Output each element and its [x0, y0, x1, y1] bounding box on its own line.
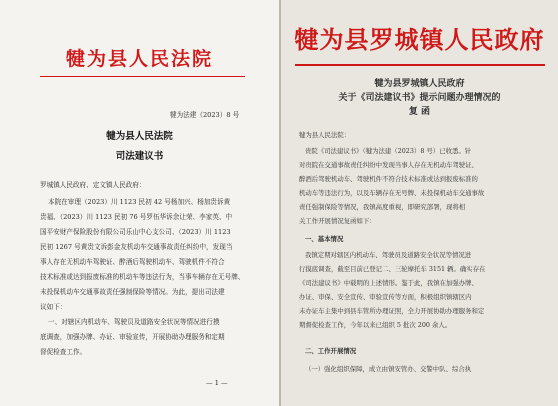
- letterhead-rule: [295, 64, 545, 66]
- body-line: 机动车等违法行为，以及车辆存在无号牌、未投保机动车交通事故: [299, 189, 485, 197]
- reply-title-line: 复 函: [408, 107, 431, 117]
- body-line: 办证、审保、安全宣传、审验宣传等方面，积极组织镇辖区内: [299, 293, 472, 301]
- body-line: 贵福、（2023）川 1123 民初 76 号罗伍华诉余让荣、李家英、中: [40, 213, 233, 221]
- body-line: 督促检查工作。: [40, 348, 87, 356]
- body-line: 《司法建议书》中载明的上述情形。鉴于此，我镇在加强办牌、: [299, 279, 478, 287]
- section-heading: 一、基本情况: [305, 235, 344, 243]
- body-line: 技术标准或达到报废标准的机动车等违法行为，当事车辆存在无号牌、: [40, 273, 245, 281]
- body-line: 底调查，加强办牌、办证、审验宣传，开展协助办理服务和定期: [40, 333, 225, 341]
- salutation: 犍为县人民法院：: [299, 131, 351, 139]
- body-line: 国平安财产保险股份有限公司乐山中心支公司、（2023）川 1123: [40, 228, 231, 236]
- reply-letter-page: [281, 0, 558, 406]
- government-letterhead: 犍为县罗城镇人民政府: [294, 25, 545, 54]
- court-name: 犍为县人民法院: [106, 131, 173, 142]
- body-line: 关工作开展情况复函如下：: [299, 217, 376, 225]
- court-letterhead: 犍为县人民法院: [65, 48, 213, 70]
- body-line: 议如下：: [40, 303, 67, 311]
- doc-type: 司法建议书: [115, 151, 164, 162]
- reply-title-line: 犍为县罗城镇人民政府: [374, 79, 465, 89]
- body-line: 贵院《司法建议书》（犍为法建（2023）8 号）已收悉。针: [305, 147, 472, 155]
- body-line: 事人存在无机动车驾驶证、醉酒后驾驶机动车、驾驶机件不符合: [40, 258, 225, 266]
- body-line: 民初 1267 号黄贵文诉彭金友机动车交通事故责任纠纷中，发现当: [40, 243, 233, 251]
- body-line: 行摸底调查，截至目前已登记二、三轮摩托车 3151 辆。确实存在: [299, 265, 486, 273]
- body-line: 本院在审理（2023）川 1123 民初 42 号杨加兴、杨加贵诉黄: [48, 198, 231, 206]
- body-line: 未办证车主集中到县车管所办理证照，全力开展协助办理服务和定: [299, 307, 485, 315]
- body-line: 责任强制保险等情况，我镇高度重视，即研究部署，现将相: [299, 203, 466, 211]
- body-line: 期督促检查工作，今年以来已组织 5 批次 200 余人。: [299, 321, 452, 329]
- letterhead-rule: [40, 76, 245, 77]
- body-line: 我镇定期对辖区内机动车、驾驶员及道路安全状况等情况进: [305, 251, 472, 259]
- body-line: 对贵院在交通事故责任纠纷中发现当事人存在无机动车驾驶证、: [299, 161, 478, 169]
- body-line: 醉酒后驾驶机动车、驾驶机件不符合技术标准或达到报废标准的: [299, 175, 478, 183]
- section-heading: 二、工作开展情况: [305, 347, 357, 355]
- doc-number: 犍为法建（2023）8 号: [170, 111, 240, 119]
- reply-title-line: 关于《司法建议书》提示问题办理情况的: [338, 93, 501, 103]
- body-line: （一）强化组织保障，成立由镇安管办、交警中队、综合执: [305, 365, 472, 373]
- page-number: — 1 —: [206, 379, 228, 387]
- body-line: 一、对辖区内机动车、驾驶员及道路安全状况等情况进行摸: [48, 318, 220, 326]
- salutation: 罗城镇人民政府、定文镇人民政府：: [40, 181, 146, 189]
- body-line: 未投保机动车交通事故责任强制保险等情况。为此，提出司法建: [40, 288, 225, 296]
